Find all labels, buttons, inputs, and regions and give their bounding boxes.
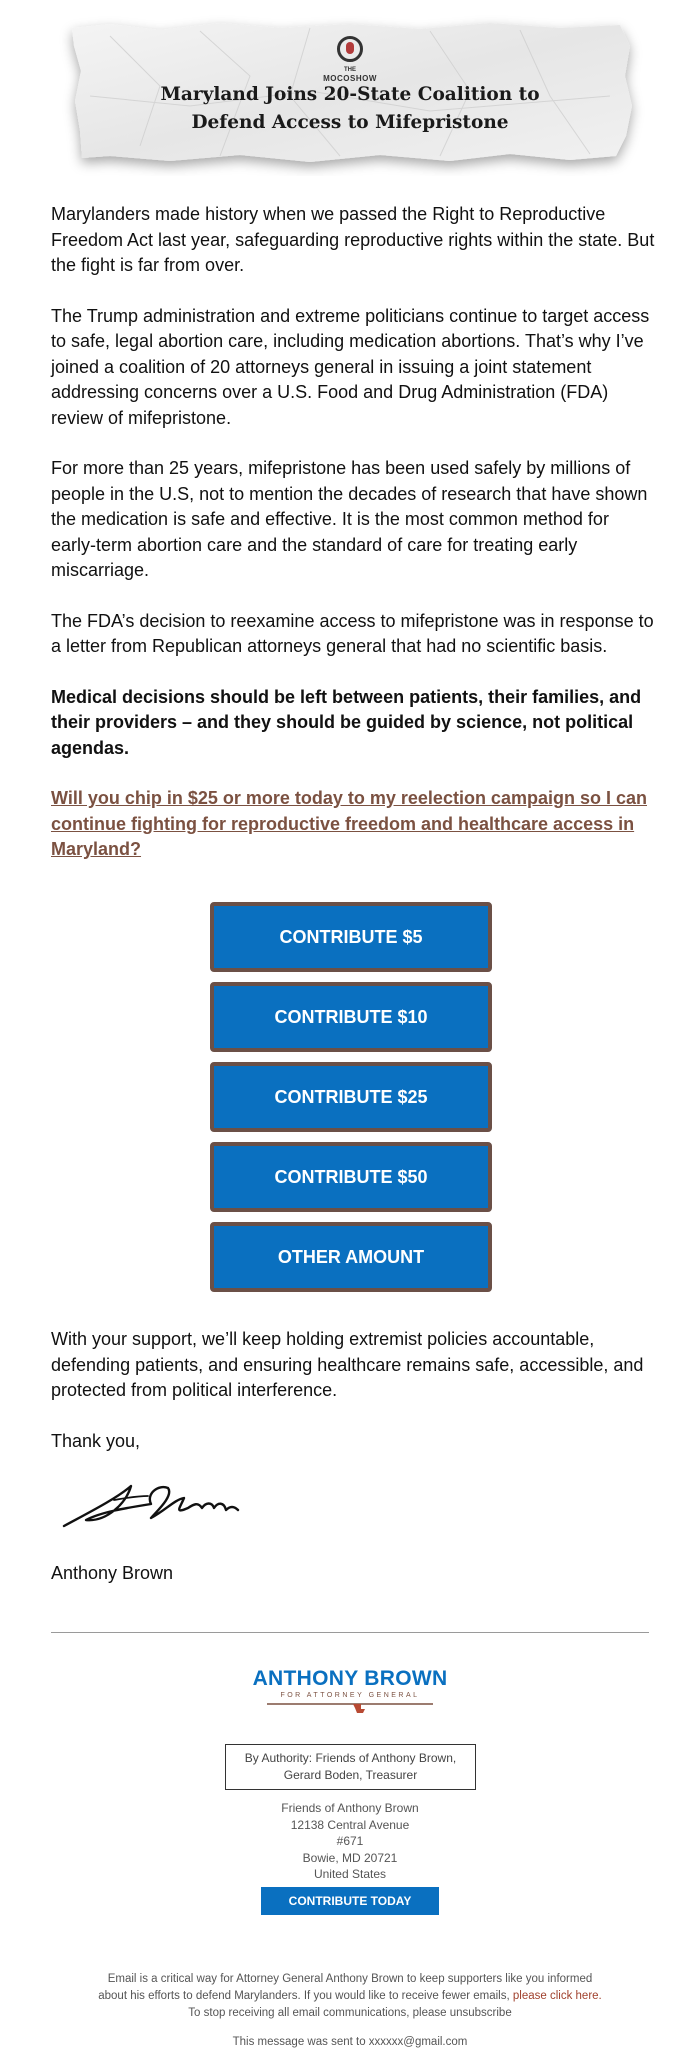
fine-print-line-3: To stop receiving all email communications, please unsubscribe xyxy=(188,2007,512,2019)
title-line-1: Maryland Joins 20-State Coalition to xyxy=(160,84,540,105)
signature-image xyxy=(56,1474,246,1534)
logo-subtitle: FOR ATTORNEY GENERAL xyxy=(280,1692,420,1699)
signer-name: Anthony Brown xyxy=(51,1563,174,1583)
show-prefix: THE xyxy=(344,67,356,73)
address-line: #671 xyxy=(336,1834,364,1848)
campaign-logo xyxy=(250,1667,450,1720)
contribute-today-button[interactable]: CONTRIBUTE TODAY xyxy=(261,1887,439,1915)
email-body xyxy=(51,202,656,888)
microphone-icon xyxy=(337,36,363,62)
contribute-button-group xyxy=(210,902,492,1302)
paragraph-bold: Medical decisions should be left between patients, their families, and their providers – and they should be guided by science, not political agendas. xyxy=(51,686,642,758)
header-banner xyxy=(50,6,650,176)
show-logo xyxy=(50,36,650,83)
fine-print-line-2-text: about his efforts to defend Marylanders. If you would like to receive fewer emails, xyxy=(98,1990,510,2002)
closing-paragraph: With your support, we’ll keep holding extremist policies accountable, defending patients, and ensuring healthcare remains safe, accessible, and protected from political interference. xyxy=(51,1329,644,1400)
closing-section xyxy=(51,1327,656,1479)
paragraph-2: The Trump administration and extreme politicians continue to target access to safe, legal abortion care, including medication abortions. That’s why I’ve joined a coalition of 20 attorneys general in issuing a joint statement addressing concerns over a U.S. Food and Drug Administration (FDA) review of mifepristone. xyxy=(51,305,650,428)
authority-box xyxy=(225,1744,476,1790)
page-title xyxy=(150,81,550,137)
other-amount-button[interactable]: OTHER AMOUNT xyxy=(210,1222,492,1292)
contribute-25-button[interactable]: CONTRIBUTE $25 xyxy=(210,1062,492,1132)
address-line: 12138 Central Avenue xyxy=(290,1817,410,1832)
maryland-map-icon xyxy=(265,1701,435,1715)
mailing-address xyxy=(200,1800,500,1883)
fine-print-line-1: Email is a critical way for Attorney General Anthony Brown to keep supporters like you informed xyxy=(107,1973,593,1985)
authority-line-2: Gerard Boden, Treasurer xyxy=(283,1768,418,1782)
donation-ask-link[interactable]: Will you chip in $25 or more today to my reelection campaign so I can continue fighting for reproductive freedom and healthcare access in Maryland? xyxy=(51,788,647,859)
paragraph-4: The FDA’s decision to reexamine access to mifepristone was in response to a letter from Republican attorneys general that had no scientific basis. xyxy=(51,610,654,656)
authority-line-1: By Authority: Friends of Anthony Brown, xyxy=(244,1751,457,1765)
fine-print-line-2 xyxy=(60,1988,640,2005)
paragraph-3: For more than 25 years, mifepristone has been used safely by millions of people in the U.S, not to mention the decades of research that have shown the medication is safe and effective. It is the most common method for early-term abortion care and the standard of care for treating early miscarriage. xyxy=(51,458,648,580)
contribute-10-button[interactable]: CONTRIBUTE $10 xyxy=(210,982,492,1052)
paragraph-1: Marylanders made history when we passed the Right to Reproductive Freedom Act last year, safeguarding reproductive rights within the state. But the fight is far from over. xyxy=(51,204,655,275)
address-line: Friends of Anthony Brown xyxy=(281,1801,419,1815)
address-line: United States xyxy=(313,1867,387,1881)
footer-divider xyxy=(51,1632,649,1633)
logo-name: ANTHONY BROWN xyxy=(252,1667,448,1690)
show-name: MOCOSHOW xyxy=(323,74,377,83)
thank-you: Thank you, xyxy=(51,1430,141,1451)
fine-print xyxy=(60,1971,640,2022)
address-line: Bowie, MD 20721 xyxy=(302,1850,398,1865)
contribute-5-button[interactable]: CONTRIBUTE $5 xyxy=(210,902,492,972)
contribute-50-button[interactable]: CONTRIBUTE $50 xyxy=(210,1142,492,1212)
signature xyxy=(56,1474,246,1539)
title-line-2: Defend Access to Mifepristone xyxy=(191,112,509,133)
fewer-emails-link[interactable]: please click here. xyxy=(512,1990,602,2002)
sent-to-notice: This message was sent to xxxxxx@gmail.com xyxy=(232,2036,468,2048)
